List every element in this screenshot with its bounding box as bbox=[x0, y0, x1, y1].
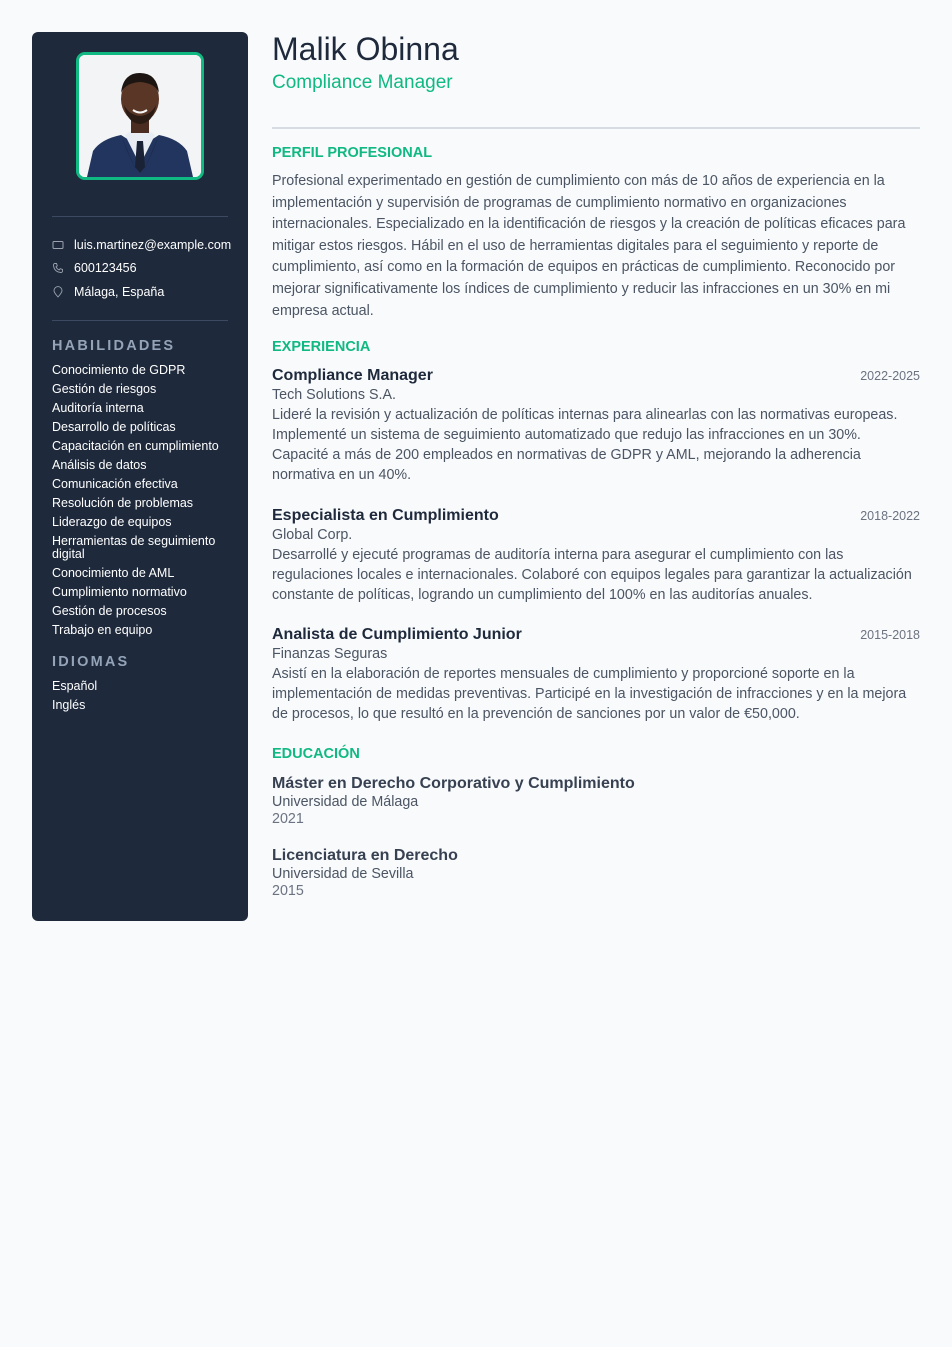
job-description: Asistí en la elaboración de reportes mensuales de cumplimiento y proporcioné soporte en la implementación de medidas preventivas. Participé en la investigación de infracciones y en la mejora de procesos, lo que resultó en la prevención de sanciones por un valor de €50,000. bbox=[272, 666, 907, 723]
person-title: Compliance Manager bbox=[272, 72, 453, 93]
sidebar-divider bbox=[52, 320, 228, 321]
skill-item: Cumplimiento normativo bbox=[52, 584, 187, 599]
email-icon bbox=[52, 239, 64, 251]
contact-section bbox=[52, 216, 232, 321]
skill-item: Desarrollo de políticas bbox=[52, 419, 176, 434]
job-entry bbox=[272, 366, 920, 485]
languages-heading: IDIOMAS bbox=[52, 653, 130, 670]
job-entry bbox=[272, 625, 920, 724]
skill-item: Comunicación efectiva bbox=[52, 476, 178, 491]
sidebar bbox=[32, 32, 248, 921]
education-school: Universidad de Málaga bbox=[272, 794, 419, 811]
skill-item: Herramientas de seguimiento digital bbox=[52, 533, 216, 561]
contact-phone[interactable] bbox=[52, 257, 228, 281]
job-entry bbox=[272, 506, 920, 605]
job-dates: 2018-2022 bbox=[860, 509, 920, 524]
languages-list bbox=[52, 680, 228, 712]
language-item: Español bbox=[52, 678, 98, 693]
skill-item: Gestión de riesgos bbox=[52, 381, 157, 396]
main-content bbox=[272, 30, 920, 900]
skills-section bbox=[52, 338, 228, 637]
education-school: Universidad de Sevilla bbox=[272, 866, 414, 883]
skill-item: Liderazgo de equipos bbox=[52, 514, 172, 529]
job-title: Compliance Manager bbox=[272, 367, 433, 385]
skill-item: Conocimiento de AML bbox=[52, 565, 175, 580]
skill-item: Trabajo en equipo bbox=[52, 622, 153, 637]
email-text: luis.martinez@example.com bbox=[74, 237, 232, 252]
skill-item: Resolución de problemas bbox=[52, 495, 194, 510]
contact-location bbox=[52, 280, 228, 304]
profile-text: Profesional experimentado en gestión de cumplimiento con más de 10 años de experiencia en la implementación y supervisión de programas de cumplimiento normativo en organizaciones internacionales. Especializado en la identificación de riesgos y la creación de políticas eficaces para mitigar estos riesgos. Hábil en el uso de herramientas digitales para el seguimiento y reporte de cumplimiento, así como en la formación de equipos en prácticas de cumplimiento. Reconocido por mejorar significativamente los índices de cumplimiento y reducir las infracciones en un 30% en mi empresa actual. bbox=[272, 173, 906, 319]
header-divider bbox=[272, 127, 920, 129]
skill-item: Gestión de procesos bbox=[52, 603, 167, 618]
job-dates: 2015-2018 bbox=[860, 628, 920, 643]
location-text: Málaga, España bbox=[74, 284, 165, 299]
experience-heading: EXPERIENCIA bbox=[272, 339, 371, 356]
profile-heading: PERFIL PROFESIONAL bbox=[272, 145, 433, 161]
education-year: 2015 bbox=[272, 883, 304, 900]
profile-section bbox=[272, 145, 920, 322]
job-description: Lideré la revisión y actualización de políticas internas para alinearlas con las normativas europeas. Implementé un sistema de seguimiento automatizado que redujo las infracciones en un 30%. Capacité a más de 200 empleados en normativas de GDPR y AML, mejorando la adherencia normativa en un 40%. bbox=[272, 407, 898, 484]
skills-heading: HABILIDADES bbox=[52, 337, 176, 354]
skill-item: Conocimiento de GDPR bbox=[52, 362, 186, 377]
skill-item: Capacitación en cumplimiento bbox=[52, 438, 219, 453]
job-dates: 2022-2025 bbox=[860, 369, 920, 384]
education-year: 2021 bbox=[272, 811, 304, 828]
languages-section bbox=[52, 654, 228, 712]
phone-text: 600123456 bbox=[74, 261, 137, 276]
skill-item: Auditoría interna bbox=[52, 400, 144, 415]
experience-section bbox=[272, 339, 920, 724]
job-company: Tech Solutions S.A. bbox=[272, 387, 396, 404]
education-entry bbox=[272, 774, 920, 828]
education-entry bbox=[272, 846, 920, 900]
person-name: Malik Obinna bbox=[272, 31, 459, 67]
education-section bbox=[272, 746, 920, 900]
skills-list bbox=[52, 364, 228, 637]
profile-photo bbox=[76, 52, 204, 180]
phone-icon bbox=[52, 262, 64, 274]
job-company: Global Corp. bbox=[272, 527, 353, 544]
job-description: Desarrollé y ejecuté programas de auditoría interna para asegurar el cumplimiento con las regulaciones locales e internacionales. Colaboré con equipos legales para garantizar la actualización constante de políticas, logrando un cumplimiento del 100% en las auditorías anuales. bbox=[272, 547, 912, 604]
language-item: Inglés bbox=[52, 697, 86, 712]
location-icon bbox=[52, 286, 64, 298]
job-company: Finanzas Seguras bbox=[272, 646, 388, 663]
education-degree: Máster en Derecho Corporativo y Cumplimiento bbox=[272, 775, 635, 793]
job-title: Analista de Cumplimiento Junior bbox=[272, 626, 522, 644]
job-title: Especialista en Cumplimiento bbox=[272, 507, 499, 525]
education-heading: EDUCACIÓN bbox=[272, 746, 360, 763]
skill-item: Análisis de datos bbox=[52, 457, 147, 472]
contact-email[interactable] bbox=[52, 233, 232, 257]
education-degree: Licenciatura en Derecho bbox=[272, 847, 458, 865]
